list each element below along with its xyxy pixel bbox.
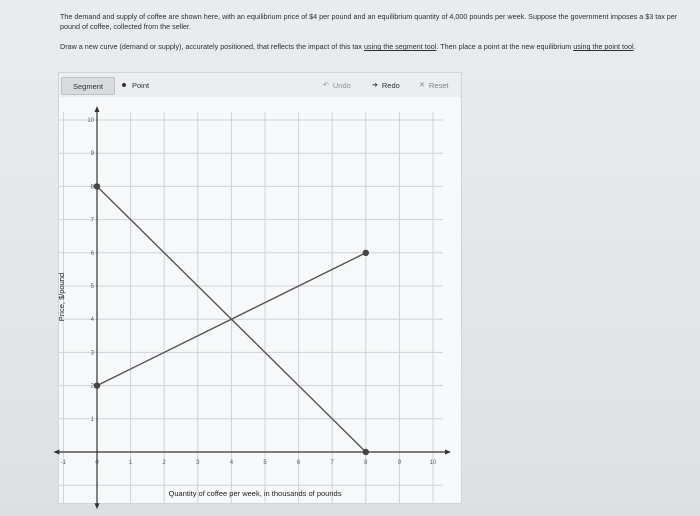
y-axis-title: Price, $/pound [57,272,66,322]
undo-arrow-icon: ↶ [323,82,329,89]
point-tool-link[interactable]: using the point tool [573,42,634,51]
x-axis-arrow-left-icon [53,450,59,455]
y-tick-label: 10 [87,118,94,124]
instruction-text-2: . Then place a point at the new equilibrium [436,42,574,51]
redo-label: Redo [381,80,400,90]
x-axis-title: Quantity of coffee per week, in thousands of pounds [168,489,342,498]
y-tick-label: 7 [90,217,94,224]
x-tick-label: 5 [263,460,267,466]
x-tick-label: 3 [196,460,200,466]
y-tick-label: 1 [90,416,94,423]
curve-endpoint-marker[interactable] [363,449,369,455]
y-tick-label: 9 [90,151,94,158]
y-tick-label: 3 [90,350,94,357]
x-tick-label: 10 [429,460,437,466]
undo-label: Undo [332,80,351,90]
y-tick-label: 4 [90,317,94,324]
x-tick-label: 6 [296,460,301,466]
x-tick-label: 7 [330,460,334,466]
segment-tool-link[interactable]: using the segment tool [364,42,437,51]
instruction-text-1: Draw a new curve (demand or supply), accurately positioned, that reflects the impact of this tax [60,42,365,51]
redo-arrow-icon: ➜ [372,82,378,89]
y-tick-label: 6 [90,250,94,257]
y-tick-label: 2 [90,383,94,390]
x-tick-label: 1 [128,460,133,466]
x-tick-label: -1 [60,460,67,466]
y-tick-label: 8 [90,184,94,191]
x-tick-label: 4 [229,460,234,466]
segment-tool-label: Segment [72,81,104,91]
x-tick-label: 0 [95,460,99,466]
curve-endpoint-marker[interactable] [94,382,100,388]
reset-x-icon: ✕ [419,82,425,89]
x-tick-label: 2 [162,460,166,466]
question-paragraph-1: The demand and supply of coffee are shown here, with an equilibrium price of $4 per pound and an equilibrium quantity of 4,000 pounds per week. Suppose the government imposes a $3 tax per pound of coffee, collected from the seller. [60,12,678,31]
instruction-text-3: . [633,42,636,51]
x-tick-label: 9 [397,460,402,466]
curve-endpoint-marker[interactable] [94,183,100,189]
x-tick-label: 8 [364,460,368,466]
y-axis-arrow-down-icon [95,503,100,509]
curve-endpoint-marker[interactable] [363,250,369,256]
point-tool-label: Point [132,80,150,90]
reset-label: Reset [428,80,449,90]
y-tick-label: 5 [90,284,94,290]
